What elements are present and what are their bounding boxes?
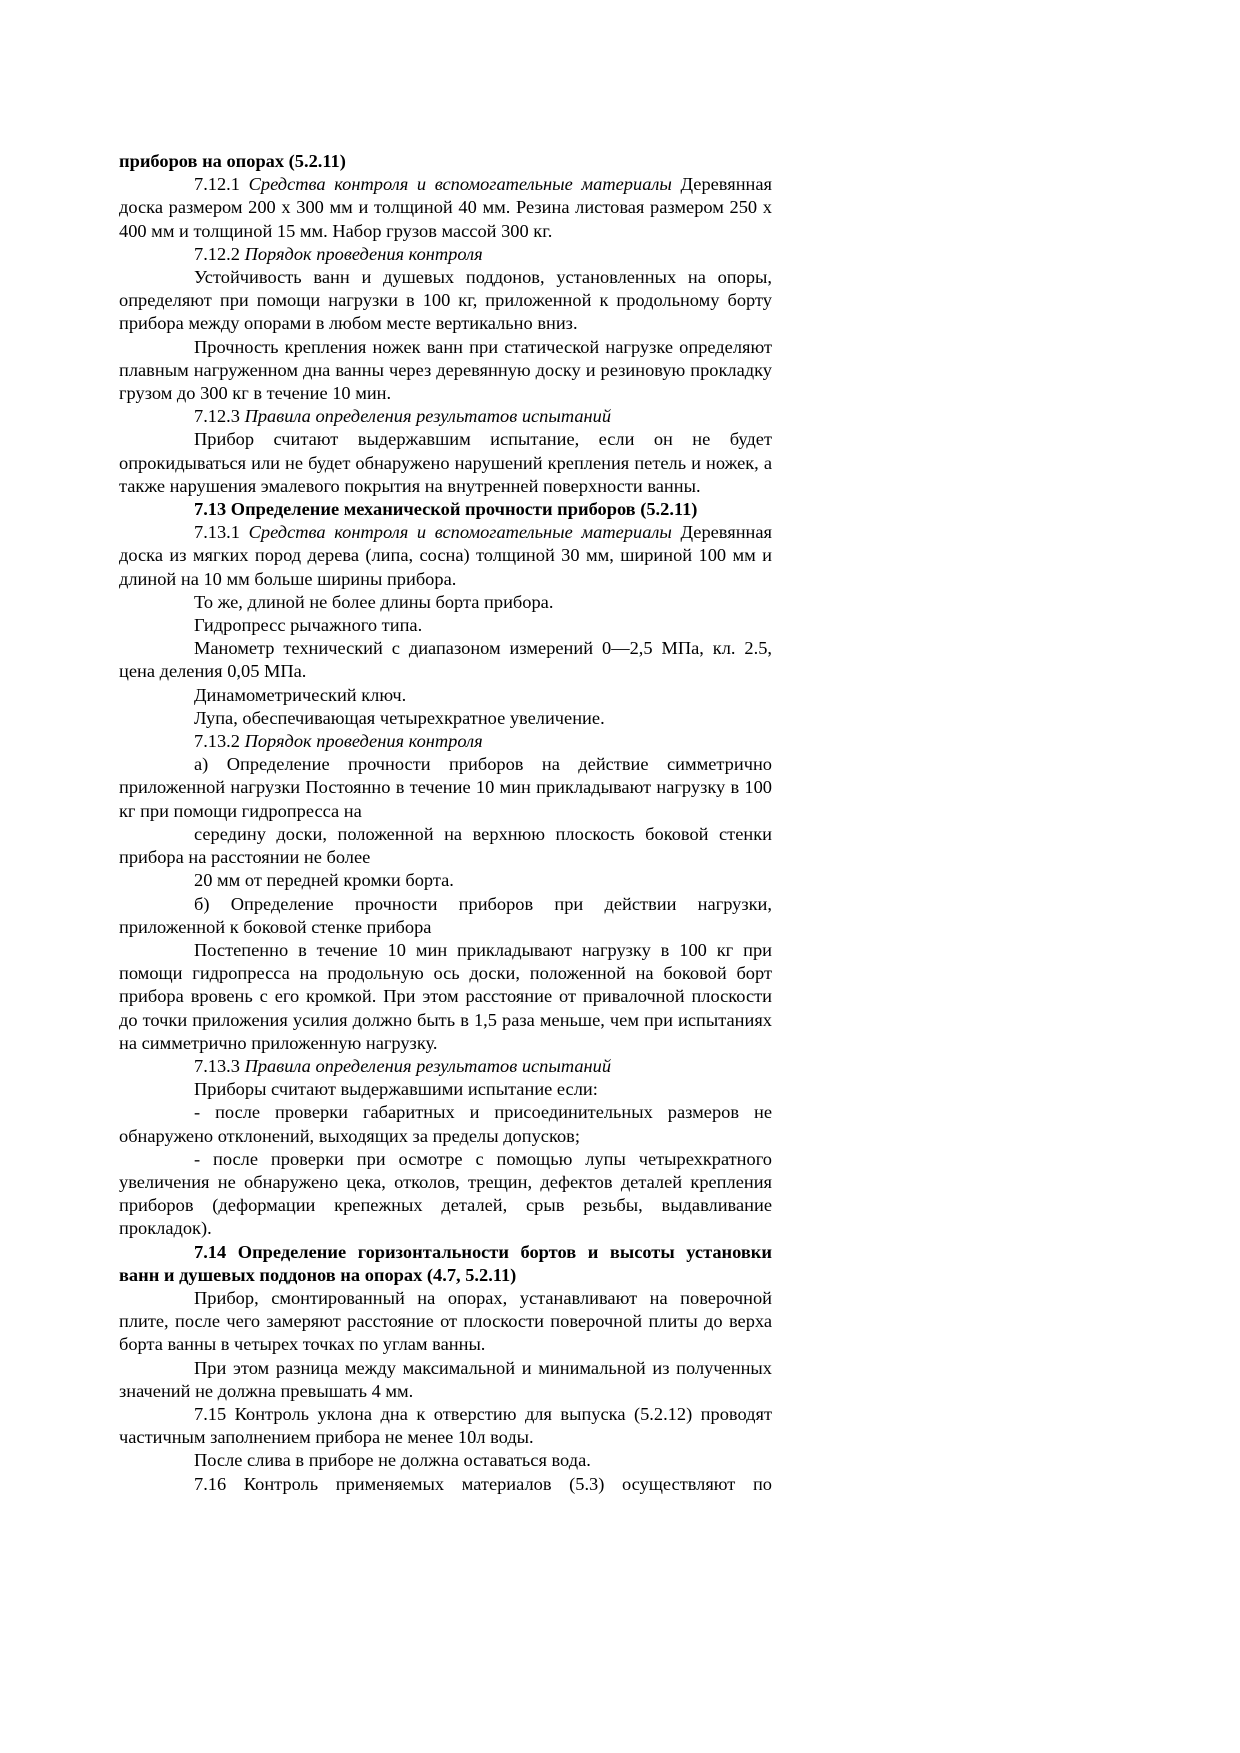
paragraph: Приборы считают выдержавшими испытание если:	[194, 1079, 598, 1100]
subsection-title: Порядок проведения контроля	[244, 731, 483, 752]
subsection-text: Деревянная доска размером 200 х 300 мм и толщиной 40 мм. Резина листовая размером 250 х 400 мм и толщиной 15 мм. Набор грузов массой 300 кг.	[119, 174, 773, 241]
subsection-number: 7.13.2	[194, 731, 245, 752]
document-page	[119, 150, 772, 1496]
subsection-text: Деревянная доска из мягких пород дерева (липа, сосна) толщиной 30 мм, шириной 100 мм и длиной на 10 мм больше ширины прибора.	[119, 522, 773, 589]
paragraph: 7.16 Контроль применяемых материалов (5.3) осуществляют по	[194, 1473, 772, 1494]
section-heading: 7.13 Определение механической прочности приборов (5.2.11)	[194, 499, 698, 520]
paragraph: После слива в приборе не должна оставаться вода.	[194, 1450, 591, 1471]
paragraph: Гидропресс рычажного типа.	[194, 615, 423, 636]
document-body	[119, 150, 772, 1496]
paragraph: Прибор считают выдержавшим испытание, если он не будет опрокидываться или не будет обнаружено нарушений крепления петель и ножек, а также нарушения эмалевого покрытия на внутренней поверхности ванны.	[119, 429, 772, 496]
paragraph: 20 мм от передней кромки борта.	[194, 870, 454, 891]
paragraph: середину доски, положенной на верхнюю плоскость боковой стенки прибора на расстоянии не более	[119, 823, 772, 868]
subsection-paragraph	[119, 730, 772, 753]
paragraph: - после проверки габаритных и присоединительных размеров не обнаружено отклонений, выходящих за пределы допусков;	[119, 1102, 772, 1146]
paragraph: То же, длиной не более длины борта прибора.	[194, 591, 554, 612]
subsection-title: Средства контроля и вспомогательные материалы	[248, 522, 672, 543]
subsection-paragraph	[119, 1055, 772, 1078]
section-heading: приборов на опорах (5.2.11)	[119, 151, 346, 171]
subsection-title: Средства контроля и вспомогательные материалы	[248, 174, 672, 195]
subsection-number: 7.12.3	[194, 406, 245, 427]
paragraph: Динамометрический ключ.	[194, 684, 407, 705]
paragraph: Лупа, обеспечивающая четырехкратное увеличение.	[194, 707, 605, 728]
paragraph: Устойчивость ванн и душевых поддонов, установленных на опоры, определяют при помощи нагрузки в 100 кг, приложенной к продольному борту прибора между опорами в любом месте вертикально вниз.	[119, 267, 772, 334]
subsection-title: Правила определения результатов испытаний	[244, 406, 612, 427]
subsection-number: 7.12.2	[194, 243, 245, 264]
section-heading: 7.14 Определение горизонтальности бортов и высоты установки ванн и душевых поддонов на опорах (4.7, 5.2.11)	[119, 1241, 772, 1285]
subsection-number: 7.13.1	[194, 522, 249, 543]
paragraph: Постепенно в течение 10 мин прикладывают нагрузку в 100 кг при помощи гидропресса на продольную ось доски, положенной на боковой борт прибора вровень с его кромкой. При этом расстояние от привалочной плоскости до точки приложения усилия должно быть в 1,5 раза меньше, чем при испытаниях на симметрично приложенную нагрузку.	[119, 939, 772, 1053]
subsection-paragraph	[119, 243, 772, 266]
paragraph: б) Определение прочности приборов при действии нагрузки, приложенной к боковой стенке прибора	[119, 893, 772, 937]
subsection-number: 7.12.1	[194, 174, 249, 195]
subsection-title: Порядок проведения контроля	[244, 243, 483, 264]
paragraph: При этом разница между максимальной и минимальной из полученных значений не должна превышать 4 мм.	[119, 1357, 772, 1401]
paragraph: 7.15 Контроль уклона дна к отверстию для выпуска (5.2.12) проводят частичным заполнением прибора не менее 10л воды.	[119, 1403, 772, 1448]
paragraph: а) Определение прочности приборов на действие симметрично приложенной нагрузки Постоянно в течение 10 мин прикладывают нагрузку в 100 кг при помощи гидропресса на	[119, 754, 772, 821]
paragraph: Манометр технический с диапазоном измерений 0—2,5 МПа, кл. 2.5, цена деления 0,05 МПа.	[119, 638, 772, 682]
subsection-number: 7.13.3	[194, 1055, 245, 1076]
subsection-paragraph	[119, 173, 772, 243]
paragraph: Прибор, смонтированный на опорах, устанавливают на поверочной плите, после чего замеряют расстояние от плоскости поверочной плиты до верха борта ванны в четырех точках по углам ванны.	[119, 1287, 772, 1355]
subsection-title: Правила определения результатов испытаний	[244, 1055, 612, 1076]
subsection-paragraph	[119, 405, 772, 428]
subsection-paragraph	[119, 521, 772, 591]
paragraph: - после проверки при осмотре с помощью лупы четырехкратного увеличения не обнаружено цека, отколов, трещин, дефектов деталей крепления приборов (деформации крепежных деталей, срыв резьбы, выдавливание прокладок).	[119, 1148, 772, 1239]
paragraph: Прочность крепления ножек ванн при статической нагрузке определяют плавным нагруженном дна ванны через деревянную доску и резиновую прокладку грузом до 300 кг в течение 10 мин.	[119, 336, 772, 404]
